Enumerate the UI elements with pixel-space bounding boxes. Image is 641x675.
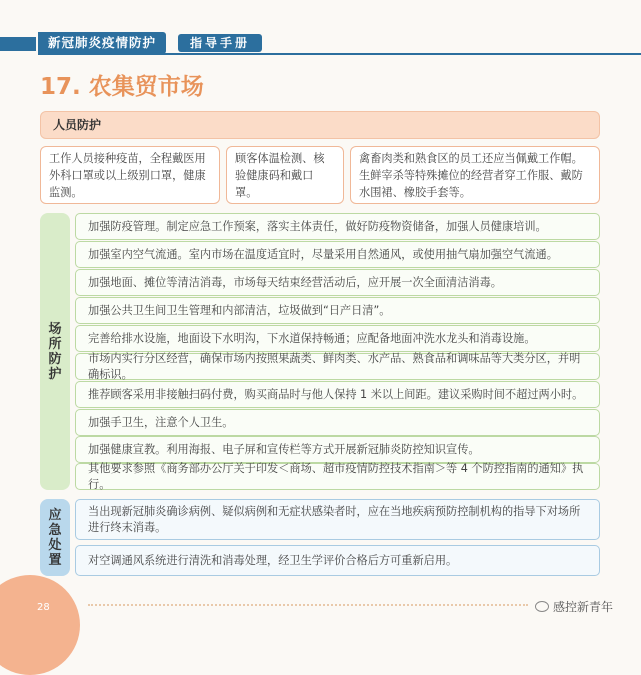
page-number: 28 xyxy=(37,602,50,613)
venue-item: 加强健康宣教。利用海报、电子屏和宣传栏等方式开展新冠肺炎防控知识宣传。 xyxy=(75,436,600,463)
venue-item: 其他要求参照《商务部办公厅关于印发＜商场、超市疫情防控技术指南＞等 4 个防控指南的通知》执行。 xyxy=(75,463,600,490)
venue-item: 加强防疫管理。制定应急工作预案，落实主体责任，做好防疫物资储备，加强人员健康培训。 xyxy=(75,213,600,240)
personal-cell-customer xyxy=(226,146,344,204)
header-subtitle: 指导手册 xyxy=(178,34,262,52)
venue-item: 加强手卫生，注意个人卫生。 xyxy=(75,409,600,436)
venue-item: 加强地面、摊位等清洁消毒，市场每天结束经营活动后，应开展一次全面清洁消毒。 xyxy=(75,269,600,296)
section-title: 17. 农集贸市场 xyxy=(40,74,204,100)
header-rule xyxy=(38,53,641,55)
venue-item: 推荐顾客采用非接触扫码付费，购买商品时与他人保持 1 米以上间距。建议采购时间不超过两小时。 xyxy=(75,381,600,408)
venue-item: 加强公共卫生间卫生管理和内部清洁，垃圾做到“日产日清”。 xyxy=(75,297,600,324)
venue-item: 市场内实行分区经营，确保市场内按照果蔬类、鲜肉类、水产品、熟食品和调味品等大类分区，并明确标识。 xyxy=(75,353,600,380)
personal-cell-meat-area xyxy=(350,146,600,204)
personal-cell-text: 顾客体温检测、核验健康码和戴口罩。 xyxy=(235,151,325,199)
venue-item: 完善给排水设施，地面设下水明沟，下水道保持畅通；应配备地面冲洗水龙头和消毒设施。 xyxy=(75,325,600,352)
watermark xyxy=(535,598,613,615)
watermark-text: 感控新青年 xyxy=(553,600,614,614)
personal-cell-staff xyxy=(40,146,220,204)
page-number-badge xyxy=(0,575,80,675)
header-title: 新冠肺炎疫情防护 xyxy=(38,32,166,54)
personal-cell-text: 禽畜肉类和熟食区的员工还应当佩戴工作帽。生鲜宰杀等特殊摊位的经营者穿工作服、戴防水围裙、橡胶手套等。 xyxy=(359,151,583,199)
venue-item: 加强室内空气流通。室内市场在温度适宜时，尽量采用自然通风，或使用抽气扇加强空气流通。 xyxy=(75,241,600,268)
emergency-item: 对空调通风系统进行清洗和消毒处理，经卫生学评价合格后方可重新启用。 xyxy=(75,545,600,576)
header-accent-bar xyxy=(0,37,36,51)
wechat-icon xyxy=(535,601,549,612)
personal-protection-heading: 人员防护 xyxy=(40,111,600,139)
emergency-handling-label: 应急处置 xyxy=(40,499,70,576)
footer-dotted-rule xyxy=(88,604,528,606)
personal-cell-text: 工作人员接种疫苗，全程戴医用外科口罩或以上级别口罩，健康监测。 xyxy=(49,151,206,199)
venue-protection-label: 场所防护 xyxy=(40,213,70,490)
emergency-item: 当出现新冠肺炎确诊病例、疑似病例和无症状感染者时，应在当地疾病预防控制机构的指导下对场所进行终末消毒。 xyxy=(75,499,600,540)
